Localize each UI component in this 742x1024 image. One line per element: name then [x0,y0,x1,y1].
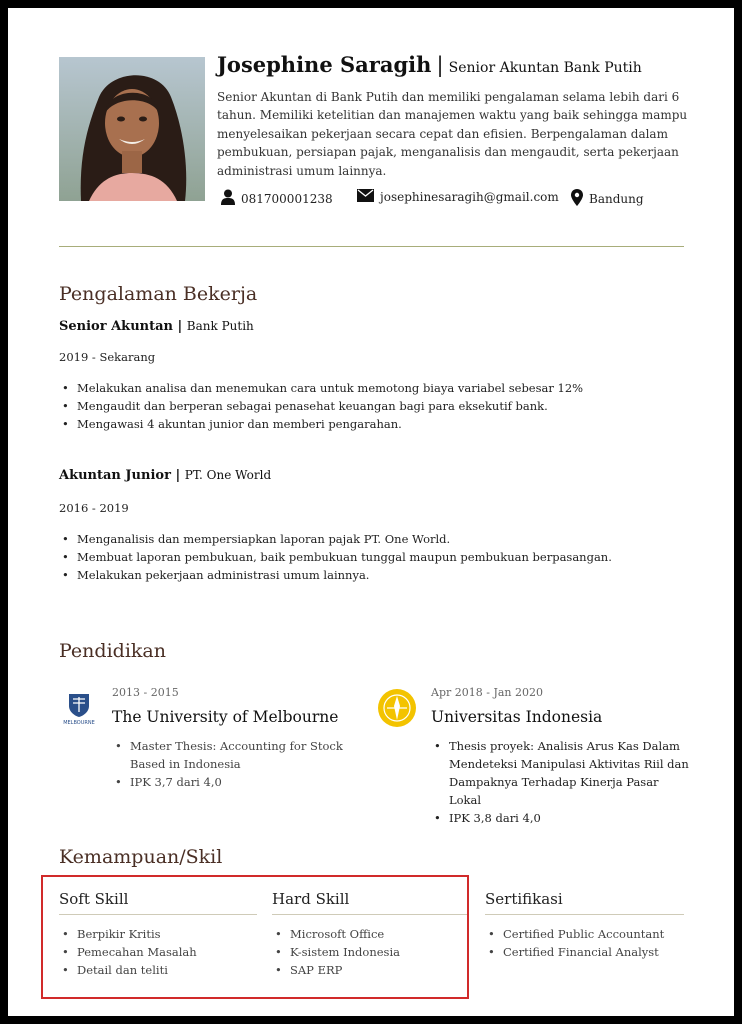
soft-skill-heading: Soft Skill [59,890,129,908]
map-pin-icon [571,189,583,209]
list-item: • Berpikir Kritis [59,925,257,943]
certification-heading: Sertifikasi [485,890,563,908]
list-item: • Melakukan analisa dan menemukan cara untuk memotong biaya variabel sebesar 12% [59,379,699,397]
job-title-1: Senior Akuntan | Bank Putih [59,319,254,334]
header-divider [59,246,684,247]
list-item: • SAP ERP [272,961,468,979]
list-item: • IPK 3,7 dari 4,0 [112,773,362,791]
email-text[interactable]: josephinesaragih@gmail.com [380,190,559,204]
school-period-1: 2013 - 2015 [112,686,179,699]
list-item: • Certified Public Accountant [485,925,695,943]
envelope-icon [357,189,374,205]
certification-rule [485,914,684,915]
contact-location [571,189,644,209]
melbourne-crest-icon [61,692,97,726]
education-heading: Pendidikan [59,640,166,662]
person-role: Senior Akuntan Bank Putih [448,60,642,76]
list-item: • Pemecahan Masalah [59,943,257,961]
phone-text: 081700001238 [241,191,333,206]
list-item: • IPK 3,8 dari 4,0 [431,809,691,827]
list-item: • Master Thesis: Accounting for Stock Based in Indonesia [112,737,362,773]
contact-phone [221,189,333,208]
job-period-1: 2019 - Sekarang [59,350,156,364]
resume-page [8,8,734,1016]
list-item: • Mengawasi 4 akuntan junior dan memberi pengarahan. [59,415,699,433]
list-item: • Microsoft Office [272,925,468,943]
melbourne-logo-text: MELBOURNE [63,720,95,726]
job-bullets-2 [59,530,699,584]
school-name-2: Universitas Indonesia [431,708,603,726]
school-bullets-1 [112,737,362,791]
person-name: Josephine Saragih [217,52,432,77]
list-item: • Certified Financial Analyst [485,943,695,961]
location-text: Bandung [589,192,644,206]
job-title-2: Akuntan Junior | PT. One World [59,468,272,483]
contact-email [357,189,559,205]
school-bullets-2 [431,737,691,827]
profile-photo [59,57,205,201]
list-item: • Detail dan teliti [59,961,257,979]
list-item: • Thesis proyek: Analisis Arus Kas Dalam Mendeteksi Manipulasi Aktivitas Riil dan Dampaknya Terhadap Kinerja Pasar Lokal [431,737,691,809]
makara-ui-icon [377,688,417,728]
job-period-2: 2016 - 2019 [59,501,129,515]
list-item: • Melakukan pekerjaan administrasi umum lainnya. [59,566,699,584]
person-icon [221,189,235,208]
list-item: • Membuat laporan pembukuan, baik pembukuan tunggal maupun pembukuan berpasangan. [59,548,699,566]
list-item: • Mengaudit dan berperan sebagai penasehat keuangan bagi para eksekutif bank. [59,397,699,415]
profile-summary: Senior Akuntan di Bank Putih dan memiliki pengalaman selama lebih dari 6 tahun. Memiliki ketelitian dan manajemen waktu yang baik sehingga mampu menyelesaikan pekerjaan secara cepat dan efisien. Berpengalaman dalam pembukuan, persiapan pajak, menganalisis dan mengaudit, serta pekerjaan administrasi umum lainnya. [217,90,688,178]
name-separator: | [436,53,444,77]
header-name-line [217,52,697,77]
certification-list [485,925,695,961]
list-item: • Menganalisis dan mempersiapkan laporan pajak PT. One World. [59,530,699,548]
list-item: • K-sistem Indonesia [272,943,468,961]
school-period-2: Apr 2018 - Jan 2020 [431,686,543,699]
school-name-1: The University of Melbourne [112,708,339,726]
skills-highlight-box [41,875,469,999]
skills-heading: Kemampuan/Skil [59,846,223,868]
experience-heading: Pengalaman Bekerja [59,283,258,305]
hard-skill-heading: Hard Skill [272,890,350,908]
job-company-1: Bank Putih [186,319,254,333]
job-bullets-1 [59,379,699,433]
job-company-2: PT. One World [184,468,272,482]
